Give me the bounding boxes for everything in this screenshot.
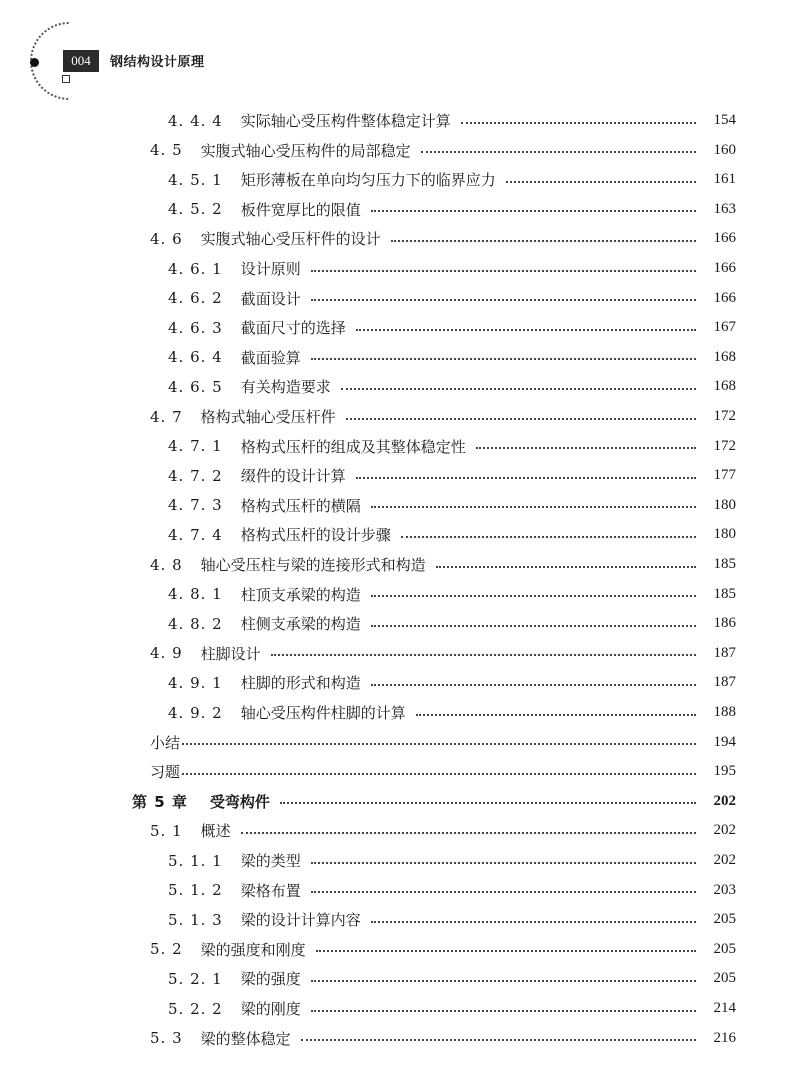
toc-entry[interactable] [168, 580, 736, 609]
toc-entry-title: 格构式压杆的横隔 [240, 496, 361, 515]
toc-entry[interactable] [150, 757, 736, 786]
dot-leader [271, 654, 696, 656]
toc-entry-page: 154 [713, 112, 736, 128]
toc-entry-number: 5. 1 [150, 821, 183, 840]
toc-entry-number: 5. 2 [150, 940, 183, 959]
toc-entry-title: 截面验算 [240, 348, 301, 367]
toc-entry-number: 5. 1. 2 [168, 881, 223, 900]
toc-entry[interactable] [150, 1024, 736, 1053]
dot-leader [371, 595, 696, 597]
dot-leader [476, 447, 696, 449]
toc-entry-title: 设计原则 [240, 260, 301, 278]
toc-entry-number: 4. 5. 1 [168, 170, 223, 189]
dot-leader [301, 1039, 696, 1041]
toc-entry-title: 梁的类型 [240, 852, 301, 870]
dot-leader [401, 536, 696, 538]
toc-entry-page: 168 [713, 348, 736, 365]
toc-entry-page: 172 [713, 408, 736, 424]
toc-entry-number: 4. 6. 3 [168, 318, 223, 337]
toc-entry-page: 177 [713, 467, 736, 484]
dot-leader [311, 1010, 696, 1012]
toc-entry-title: 实际轴心受压构件整体稳定计算 [240, 112, 451, 130]
toc-entry-page: 214 [713, 1000, 736, 1016]
dot-leader [436, 566, 696, 568]
toc-entry[interactable] [150, 136, 736, 165]
toc-entry-title: 梁的刚度 [240, 1000, 301, 1018]
toc-entry-title: 梁的强度 [240, 970, 301, 989]
toc-entry-page: 216 [713, 1029, 736, 1046]
toc-entry[interactable] [168, 964, 736, 993]
toc-entry-title: 缀件的设计计算 [240, 467, 346, 486]
dot-leader [182, 773, 696, 775]
toc-entry-title: 轴心受压构件柱脚的计算 [240, 704, 406, 722]
dot-leader [371, 625, 696, 627]
toc-entry[interactable] [168, 372, 736, 401]
toc-entry-title: 实腹式轴心受压构件的局部稳定 [200, 141, 411, 160]
dot-leader [311, 270, 696, 272]
toc-entry-number: 5. 3 [150, 1029, 183, 1048]
toc-entry-number: 4. 7 [150, 407, 183, 426]
toc-entry-title: 小结 [150, 733, 181, 752]
toc-entry-number: 4. 7. 2 [168, 466, 223, 485]
toc-entry-page: 205 [713, 911, 736, 928]
toc-entry[interactable] [168, 698, 736, 727]
toc-entry-page: 168 [713, 378, 736, 395]
toc-entry-page: 185 [713, 556, 736, 572]
toc-entry-number: 4. 6 [150, 229, 183, 248]
toc-entry-title: 格构式压杆的设计步骤 [240, 526, 391, 545]
toc-entry[interactable] [150, 935, 736, 964]
toc-entry-title: 有关构造要求 [240, 378, 331, 397]
toc-entry[interactable] [150, 728, 736, 757]
dot-leader [311, 299, 696, 301]
toc-entry[interactable] [168, 491, 736, 520]
toc-entry-title: 截面尺寸的选择 [240, 319, 346, 338]
toc-entry-page: 167 [713, 319, 736, 336]
toc-entry-number: 4. 8 [150, 555, 183, 574]
toc-entry-title: 柱脚的形式和构造 [240, 674, 361, 693]
dot-leader [280, 802, 696, 804]
dot-leader [416, 714, 696, 716]
toc-entry-title: 梁格布置 [240, 881, 301, 900]
toc-entry-number: 4. 5. 2 [168, 200, 223, 219]
toc-entry-page: 180 [713, 496, 736, 513]
toc-entry[interactable] [168, 313, 736, 342]
toc-entry[interactable] [168, 668, 736, 697]
dot-leader [461, 122, 696, 124]
toc-entry-page: 185 [713, 585, 736, 602]
toc-entry[interactable] [168, 284, 736, 313]
toc-entry[interactable] [168, 994, 736, 1023]
toc-entry-number: 第 5 章 [132, 792, 188, 811]
toc-entry-title: 受弯构件 [209, 792, 270, 811]
toc-entry[interactable] [168, 165, 736, 194]
toc-entry-page: 205 [713, 970, 736, 987]
toc-entry-number: 4. 9. 1 [168, 673, 223, 692]
dot-leader [182, 743, 696, 745]
dot-leader [371, 506, 696, 508]
toc-entry-title: 板件宽厚比的限值 [240, 200, 361, 219]
toc-entry-title: 概述 [200, 822, 231, 841]
toc-entry-page: 205 [713, 940, 736, 957]
toc-entry-page: 194 [713, 733, 736, 750]
toc-entry-page: 180 [713, 526, 736, 543]
dot-leader [356, 329, 696, 331]
page-number: 004 [63, 50, 99, 72]
toc-entry-title: 柱侧支承梁的构造 [240, 615, 361, 634]
toc-entry-number: 4. 7. 3 [168, 496, 223, 515]
dot-leader [241, 832, 696, 834]
toc-entry-number: 4. 8. 2 [168, 614, 223, 633]
toc-entry-title: 格构式压杆的组成及其整体稳定性 [240, 437, 466, 456]
toc-entry-page: 166 [713, 260, 736, 276]
toc-entry-title: 矩形薄板在单向均匀压力下的临界应力 [240, 171, 496, 190]
toc-entry-page: 187 [713, 644, 736, 661]
dot-leader [371, 684, 696, 686]
toc-entry-title: 梁的强度和刚度 [200, 940, 306, 959]
toc-entry[interactable] [150, 816, 736, 845]
dot-leader [346, 418, 696, 420]
page-header [0, 0, 790, 100]
toc-entry-page: 188 [713, 704, 736, 720]
toc-entry-title: 梁的设计计算内容 [240, 911, 361, 930]
dot-leader [311, 358, 696, 360]
toc-entry[interactable] [168, 461, 736, 490]
toc-entry-number: 4. 4. 4 [168, 111, 223, 130]
toc-entry-number: 4. 6. 5 [168, 377, 223, 396]
dot-leader [341, 388, 696, 390]
toc-entry[interactable] [168, 846, 736, 875]
toc-entry[interactable] [168, 343, 736, 372]
toc-entry[interactable] [150, 402, 736, 431]
toc-entry-title: 格构式轴心受压杆件 [200, 408, 336, 426]
dot-leader [506, 181, 696, 183]
toc-entry-page: 186 [713, 615, 736, 632]
dot-leader [391, 240, 696, 242]
toc-entry[interactable] [150, 639, 736, 668]
toc-entry-page: 203 [713, 881, 736, 898]
toc-entry-number: 5. 1. 1 [168, 851, 223, 870]
dot-leader [371, 921, 696, 923]
toc-entry[interactable] [168, 876, 736, 905]
toc-entry-page: 161 [713, 171, 736, 188]
toc-entry-number: 5. 2. 1 [168, 969, 223, 988]
toc-entry-title: 柱顶支承梁的构造 [240, 585, 361, 604]
dot-leader [311, 891, 696, 893]
toc-entry-number: 4. 7. 4 [168, 525, 223, 544]
toc-entry-page: 166 [713, 230, 736, 247]
toc-entry[interactable] [168, 520, 736, 549]
square-decoration-icon [62, 75, 70, 83]
book-title: 钢结构设计原理 [110, 55, 205, 70]
toc-entry[interactable] [168, 254, 736, 283]
toc-entry-page: 160 [713, 141, 736, 158]
toc-entry-number: 5. 2. 2 [168, 999, 223, 1018]
toc-entry-title: 实腹式轴心受压杆件的设计 [200, 230, 381, 249]
toc-entry-title: 习题 [150, 763, 181, 782]
toc-entry[interactable] [168, 432, 736, 461]
toc-entry-page: 202 [713, 792, 736, 809]
toc-entry[interactable] [132, 787, 736, 816]
toc-entry[interactable] [150, 224, 736, 253]
toc-entry-number: 4. 6. 4 [168, 348, 223, 367]
toc-entry[interactable] [150, 550, 736, 579]
dot-leader [316, 950, 696, 952]
dot-leader [421, 151, 696, 153]
toc-entry-title: 轴心受压柱与梁的连接形式和构造 [200, 556, 426, 574]
toc-entry-number: 4. 9. 2 [168, 703, 223, 722]
toc-entry-number: 4. 9 [150, 644, 183, 663]
toc-entry-page: 163 [713, 200, 736, 217]
toc-entry[interactable] [168, 106, 736, 135]
toc-entry-page: 202 [713, 822, 736, 839]
toc-entry-page: 187 [713, 674, 736, 691]
toc-entry-number: 5. 1. 3 [168, 910, 223, 929]
dot-leader [371, 210, 696, 212]
toc-entry-number: 4. 8. 1 [168, 585, 223, 604]
bullet-dot-icon [30, 58, 39, 67]
toc-entry-number: 4. 6. 1 [168, 259, 223, 278]
toc-entry-page: 195 [713, 763, 736, 780]
toc-entry-title: 柱脚设计 [200, 644, 261, 663]
dot-leader [311, 980, 696, 982]
toc-entry[interactable] [168, 609, 736, 638]
dot-leader [356, 477, 696, 479]
toc-entry-number: 4. 7. 1 [168, 437, 223, 456]
toc-entry[interactable] [168, 905, 736, 934]
toc-entry-page: 166 [713, 289, 736, 306]
toc-entry[interactable] [168, 195, 736, 224]
dot-leader [311, 862, 696, 864]
toc-entry-title: 截面设计 [240, 289, 301, 308]
toc-entry-title: 梁的整体稳定 [200, 1029, 291, 1048]
toc-entry-page: 172 [713, 437, 736, 454]
toc-entry-number: 4. 5 [150, 141, 183, 160]
toc-entry-number: 4. 6. 2 [168, 289, 223, 308]
toc-entry-page: 202 [713, 852, 736, 868]
